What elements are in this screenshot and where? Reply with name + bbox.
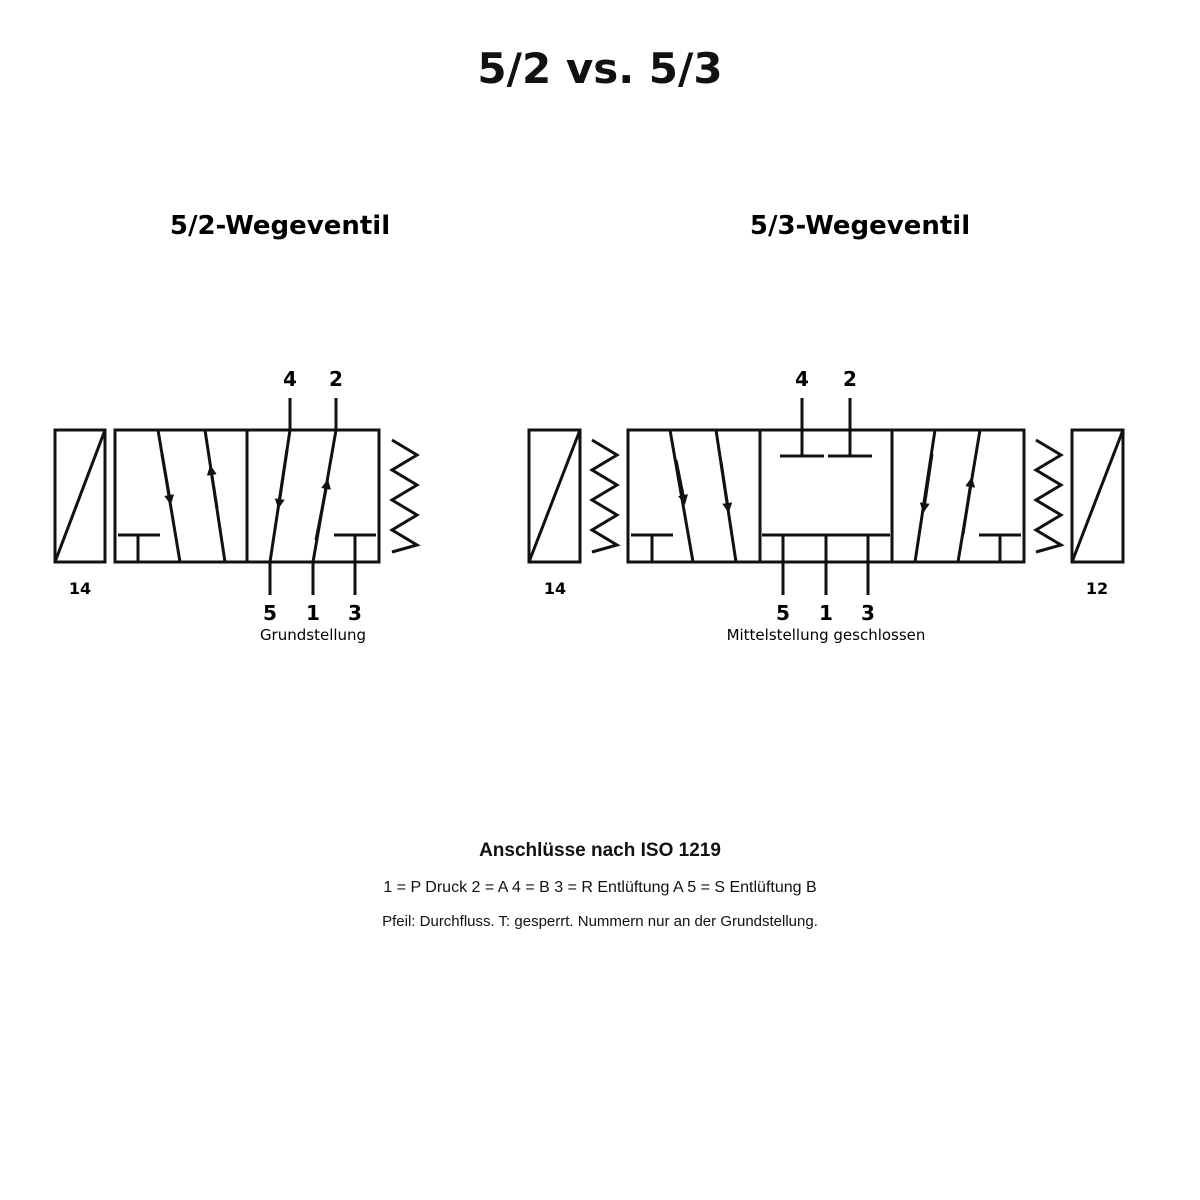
valve-53-box-right xyxy=(892,430,1024,562)
valve-53-spring-left-icon xyxy=(592,440,617,552)
valve-52-spring-icon xyxy=(392,440,417,552)
page-title: 5/2 vs. 5/3 xyxy=(477,44,723,93)
valve-53-port-3: 3 xyxy=(861,601,875,625)
valve-52-box-actuated xyxy=(115,430,247,562)
valve-52-port-1: 1 xyxy=(306,601,320,625)
valve-53-port-1: 1 xyxy=(819,601,833,625)
valve-53-solenoid-right-icon xyxy=(1072,430,1123,562)
valve-52-port-5: 5 xyxy=(263,601,277,625)
valve-52-port-3: 3 xyxy=(348,601,362,625)
valve-53-port-2: 2 xyxy=(843,367,857,391)
valve-52-box-normal xyxy=(247,430,379,562)
valve-53-coil-left-label: 14 xyxy=(543,579,567,598)
valve-53-box-center xyxy=(760,398,892,595)
valve-52-port-4: 4 xyxy=(283,367,297,391)
valve-53-port-4: 4 xyxy=(795,367,809,391)
legend-note: Pfeil: Durchfluss. T: gesperrt. Nummern nur an der Grundstellung. xyxy=(382,913,818,930)
valve-53-caption: Mittelstellung geschlossen xyxy=(726,626,926,644)
valve-53-port-5: 5 xyxy=(776,601,790,625)
valve-53-solenoid-left-icon xyxy=(529,430,580,562)
valve-53-title: 5/3-Wegeventil xyxy=(749,211,971,241)
valve-53-box-left xyxy=(628,430,760,562)
valve-52-solenoid-icon xyxy=(55,430,105,562)
valve-52-title: 5/2-Wegeventil xyxy=(169,211,391,241)
valve-53-symbol xyxy=(529,398,1123,595)
valve-53-spring-right-icon xyxy=(1036,440,1061,552)
valve-52-port-2: 2 xyxy=(329,367,343,391)
legend-ports-line: 1 = P Druck 2 = A 4 = B 3 = R Entlüftung A 5 = S Entlüftung B xyxy=(383,879,817,896)
legend-title: Anschlüsse nach ISO 1219 xyxy=(479,840,721,861)
valve-52-symbol xyxy=(55,398,417,595)
valve-52-caption: Grundstellung xyxy=(259,626,367,644)
valve-53-coil-right-label: 12 xyxy=(1085,579,1109,598)
valve-52-coil-label: 14 xyxy=(68,579,92,598)
